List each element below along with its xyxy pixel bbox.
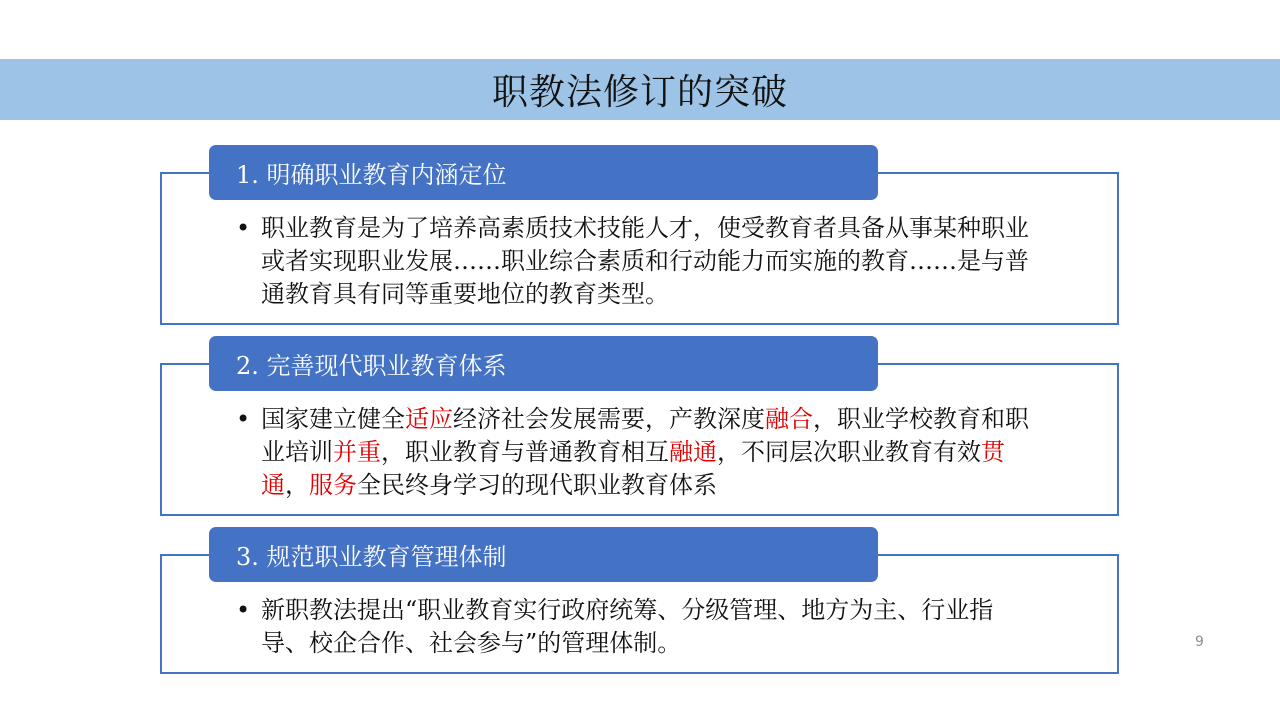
highlight-term: 融合 — [765, 405, 813, 433]
bullet-icon: • — [236, 214, 251, 242]
section-3-bullet — [236, 594, 1036, 660]
highlight-term: 适应 — [405, 405, 453, 433]
section-3-heading — [209, 527, 878, 582]
slide-title: 职教法修订的突破 — [491, 72, 788, 113]
section-2-heading — [209, 336, 878, 391]
section-2-heading-text: 2. 完善现代职业教育体系 — [236, 352, 507, 380]
text-segment: ，不同层次职业教育有效 — [717, 438, 981, 466]
text-segment: ，职业学校教育和职业培训 — [261, 405, 1029, 466]
bullet-icon: • — [236, 405, 251, 433]
section-1-heading — [209, 145, 878, 200]
highlight-term: 融通 — [669, 438, 717, 466]
section-2-bullet — [236, 403, 1036, 502]
text-segment: 国家建立健全 — [261, 405, 405, 433]
section-1-heading-text: 1. 明确职业教育内涵定位 — [236, 161, 507, 189]
page-number: 9 — [1195, 634, 1204, 650]
highlight-term: 贯通 — [261, 438, 1005, 499]
title-bar — [0, 59, 1280, 120]
section-3-text: 新职教法提出“职业教育实行政府统筹、分级管理、地方为主、行业指导、校企合作、社会参与”的管理体制。 — [261, 596, 994, 657]
section-3-heading-text: 3. 规范职业教育管理体制 — [236, 543, 507, 571]
section-2-text — [261, 403, 1036, 502]
highlight-term: 并重 — [333, 438, 381, 466]
text-segment: ， — [285, 471, 309, 499]
section-1-bullet — [236, 212, 1036, 311]
section-1-text: 职业教育是为了培养高素质技术技能人才，使受教育者具备从事某种职业或者实现职业发展……职业综合素质和行动能力而实施的教育……是与普通教育具有同等重要地位的教育类型。 — [261, 214, 1029, 308]
text-segment: 全民终身学习的现代职业教育体系 — [357, 471, 717, 499]
text-segment: 经济社会发展需要，产教深度 — [453, 405, 765, 433]
bullet-icon: • — [236, 596, 251, 624]
text-segment: ，职业教育与普通教育相互 — [381, 438, 669, 466]
highlight-term: 服务 — [309, 471, 357, 499]
